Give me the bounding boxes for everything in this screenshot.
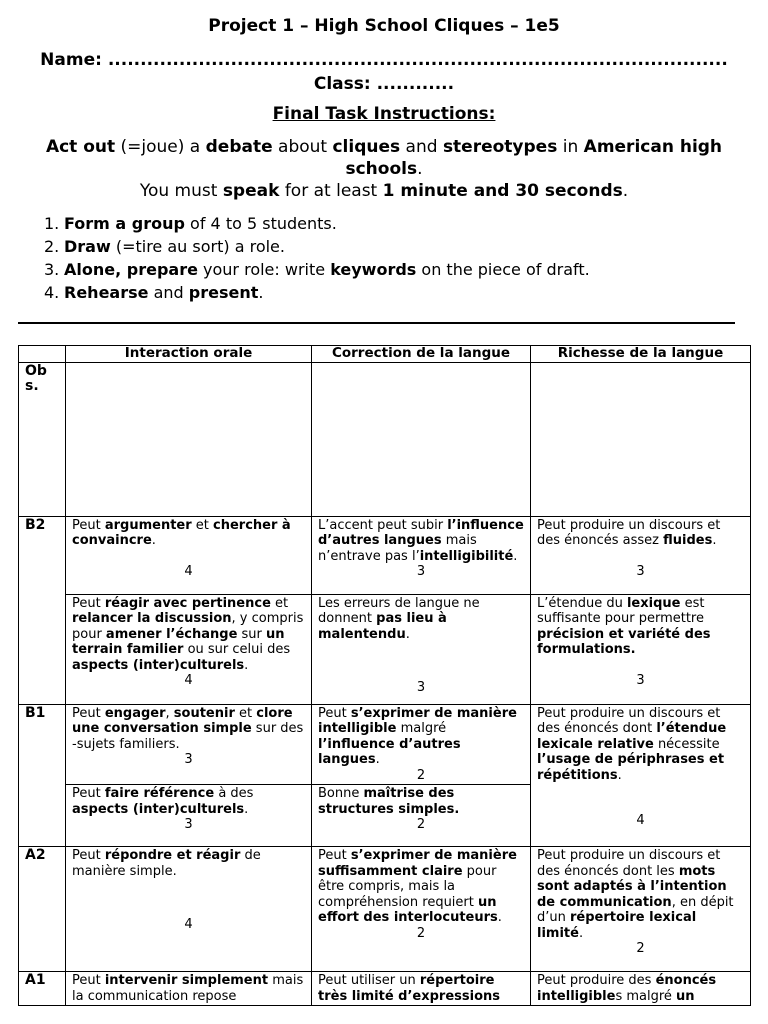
score: 3 xyxy=(184,752,193,767)
b1-interaction-1: Peut engager, soutenir et clore une conversation simple sur des -sujets familiers. 3 xyxy=(66,704,312,785)
score: 3 xyxy=(636,563,645,579)
header-richesse: Richesse de la langue xyxy=(531,346,751,363)
step-item: 2. Draw (=tire au sort) a role. xyxy=(44,237,285,256)
a2-interaction: Peut répondre et réagir de manière simple. 4 xyxy=(66,847,312,972)
table-row xyxy=(19,972,751,1006)
step-item: 1. Form a group of 4 to 5 students. xyxy=(44,214,337,233)
obs-correction-cell[interactable] xyxy=(312,362,531,516)
score: 3 xyxy=(416,564,426,579)
a2-richesse: Peut produire un discours et des énoncés dont les mots sont adaptés à l’intention de communication, en dépit d’un répertoire lexical limité. 2 xyxy=(531,847,751,972)
obs-richesse-cell[interactable] xyxy=(531,362,751,516)
score: 3 xyxy=(416,680,426,695)
instruction-steps xyxy=(44,212,744,304)
score: 3 xyxy=(636,672,645,688)
score: 2 xyxy=(416,925,426,941)
level-b2: B2 xyxy=(19,516,66,704)
score: 4 xyxy=(184,673,193,688)
header-level xyxy=(19,346,66,363)
b1-richesse: Peut produire un discours et des énoncés dont l’étendue lexicale relative nécessite l’usage de périphrases et répétitions. 4 xyxy=(531,704,751,847)
obs-label: Ob s. xyxy=(19,362,66,516)
b2-richesse-1: Peut produire un discours et des énoncés assez fluides. 3 xyxy=(531,516,751,594)
b2-interaction-1: Peut argumenter et chercher à convaincre. 4 xyxy=(66,516,312,594)
assessment-grid xyxy=(18,345,751,1006)
score: 2 xyxy=(636,941,645,956)
grid-header-row xyxy=(19,346,751,363)
b1-correction-1: Peut s’exprimer de manière intelligible malgré l’influence d’autres langues. 2 xyxy=(312,704,531,785)
b2-correction-1: L’accent peut subir l’influence d’autres langues mais n’entrave pas l’intelligibilité. 3 xyxy=(312,516,531,594)
a1-interaction: Peut intervenir simplement mais la communication repose xyxy=(66,972,312,1006)
table-row xyxy=(19,516,751,594)
score: 2 xyxy=(416,767,426,783)
b2-richesse-2: L’étendue du lexique est suffisante pour permettre précision et variété des formulations. 3 xyxy=(531,594,751,704)
obs-row xyxy=(19,362,751,516)
intro-line-2: You must speak for at least 1 minute and 30 seconds. xyxy=(139,181,629,201)
b2-correction-2: Les erreurs de langue ne donnent pas lieu à malentendu. 3 xyxy=(312,594,531,704)
score: 3 xyxy=(184,817,193,832)
table-row xyxy=(19,847,751,972)
header-interaction: Interaction orale xyxy=(66,346,312,363)
table-row xyxy=(19,594,751,704)
a2-correction: Peut s’exprimer de manière suffisamment claire pour être compris, mais la compréhension requiert un effort des interlocuteurs. 2 xyxy=(312,847,531,972)
step-item: 3. Alone, prepare your role: write keywords on the piece of draft. xyxy=(44,260,590,279)
b1-interaction-2: Peut faire référence à des aspects (inter)culturels. 3 xyxy=(66,785,312,847)
final-task-heading: Final Task Instructions: xyxy=(272,104,496,124)
score: 4 xyxy=(636,813,645,828)
a1-correction: Peut utiliser un répertoire très limité d’expressions xyxy=(312,972,531,1006)
a1-richesse: Peut produire des énoncés intelligibles malgré un xyxy=(531,972,751,1006)
step-item: 4. Rehearse and present. xyxy=(44,283,264,302)
intro-line-1: Act out (=joue) a debate about cliques and stereotypes in American high schools. xyxy=(45,137,723,179)
name-class-line: Name: ................................................................................................ Class: ............ xyxy=(40,50,728,94)
score: 4 xyxy=(184,563,193,579)
level-a2: A2 xyxy=(19,847,66,972)
b1-correction-2: Bonne maîtrise des structures simples. 2 xyxy=(312,785,531,847)
b2-interaction-2: Peut réagir avec pertinence et relancer la discussion, y compris pour amener l’échange sur un terrain familier ou sur celui des aspects (inter)culturels. 4 xyxy=(66,594,312,704)
table-row xyxy=(19,704,751,785)
header-correction: Correction de la langue xyxy=(312,346,531,363)
page-title: Project 1 – High School Cliques – 1e5 xyxy=(208,16,560,36)
level-b1: B1 xyxy=(19,704,66,847)
level-a1: A1 xyxy=(19,972,66,1006)
score: 2 xyxy=(416,817,426,832)
task-intro xyxy=(18,136,750,202)
score: 4 xyxy=(184,917,193,932)
divider xyxy=(18,322,735,324)
obs-interaction-cell[interactable] xyxy=(66,362,312,516)
